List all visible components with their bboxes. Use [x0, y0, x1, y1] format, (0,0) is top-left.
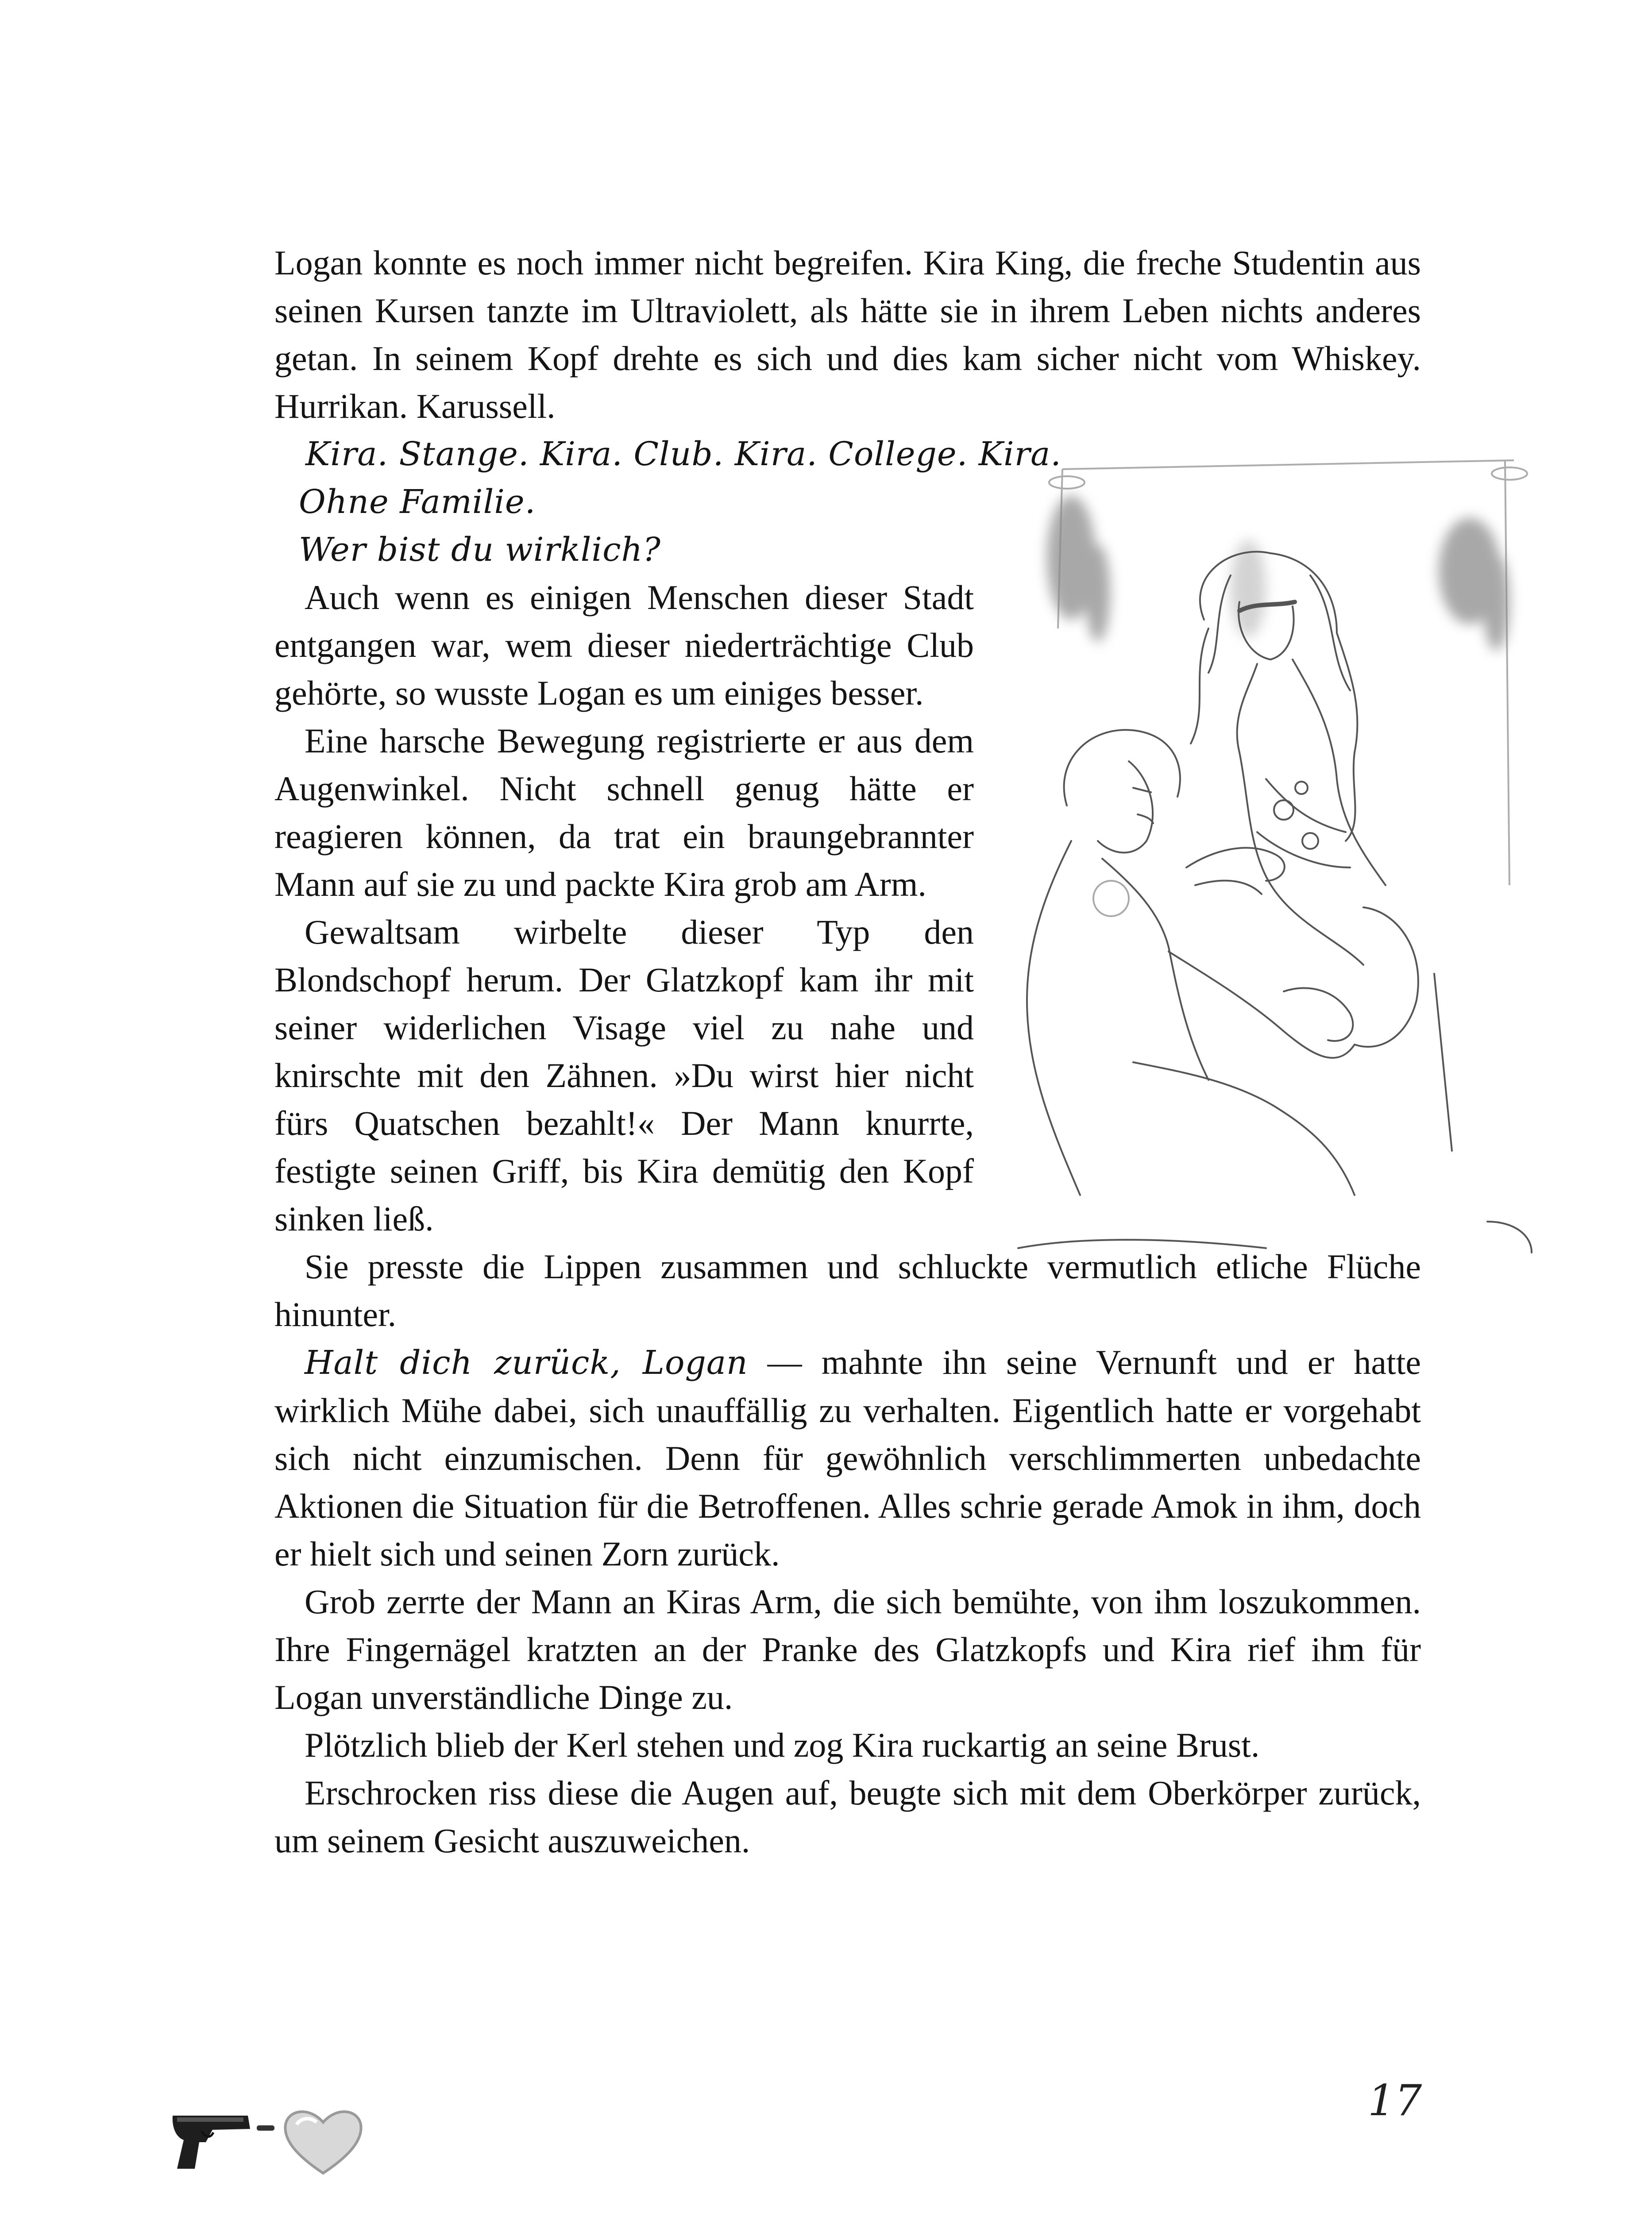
paragraph-lippen: Sie presste die Lippen zusammen und schluckte vermutlich etliche Flüche hinunter.	[274, 1247, 1421, 1334]
thought-line-3: Wer bist du wirklich?	[299, 531, 661, 569]
thought-halt: Halt dich zurück, Logan	[305, 1344, 748, 1382]
dash-icon	[257, 2125, 274, 2131]
paragraph-erschrocken: Erschrocken riss diese die Augen auf, beugte sich mit dem Oberkörper zurück, um seinem Gesicht auszuweichen.	[274, 1773, 1421, 1860]
footer-ornament	[164, 2098, 367, 2186]
thought-line-1: Kira. Stange. Kira. Club. Kira. College. Kira.	[305, 435, 1061, 473]
paragraph-opening: Logan konnte es noch immer nicht begreifen. Kira King, die freche Studentin aus seinen Kursen tanzte im Ultraviolett, als hätte sie in ihrem Leben nichts anderes getan. In seinem Kopf drehte es sich und dies kam sicher nicht vom Whiskey. Hurrikan. Karussell.	[274, 243, 1421, 425]
paragraph-halt-text: — mahnte ihn seine Vernunft und er hatte wirklich Mühe dabei, sich unauffällig zu verhalten. Eigentlich hatte er vorgehabt sich nicht einzumischen. Denn für gewöhnlich verschlimmerten unbedachte Aktionen die Situation für die Betroffenen. Alles schrie gerade Amok in ihm, doch er hielt sich und seinen Zorn zurück.	[274, 1343, 1421, 1573]
paragraph-club: Auch wenn es einigen Menschen dieser Stadt entgangen war, wem dieser niederträchtige Club gehörte, so wusste Logan es um einiges besser.	[274, 578, 974, 712]
paragraph-gewaltsam: Gewaltsam wirbelte dieser Typ den Blondschopf herum. Der Glatzkopf kam ihr mit seiner widerlichen Visage viel zu nahe und knirschte mit den Zähnen. »Du wirst hier nicht fürs Quatschen bezahlt!« Der Mann knurrte, festigte seinen Griff, bis Kira demütig den Kopf sinken ließ.	[274, 913, 974, 1238]
paragraph-grob: Grob zerrte der Mann an Kiras Arm, die sich bemühte, von ihm loszukommen. Ihre Fingernägel kratzten an der Pranke des Glatzkopfs und Kira rief ihm für Logan unverständliche Dinge zu.	[274, 1582, 1421, 1716]
page-number: 17	[1368, 2076, 1422, 2125]
thought-line-2: Ohne Familie.	[299, 483, 536, 521]
pistol-icon	[173, 2116, 250, 2169]
paragraph-ploetzlich: Plötzlich blieb der Kerl stehen und zog Kira ruckartig an seine Brust.	[305, 1726, 1260, 1764]
paragraph-halt	[274, 1338, 1421, 1578]
couple-illustration	[1000, 443, 1563, 1292]
heart-icon	[285, 2112, 361, 2173]
paragraph-bewegung: Eine harsche Bewegung registrierte er aus dem Augenwinkel. Nicht schnell genug hätte er reagieren können, da trat ein braungebrannter Mann auf sie zu und packte Kira grob am Arm.	[274, 721, 974, 903]
wrapped-column	[274, 574, 974, 1243]
